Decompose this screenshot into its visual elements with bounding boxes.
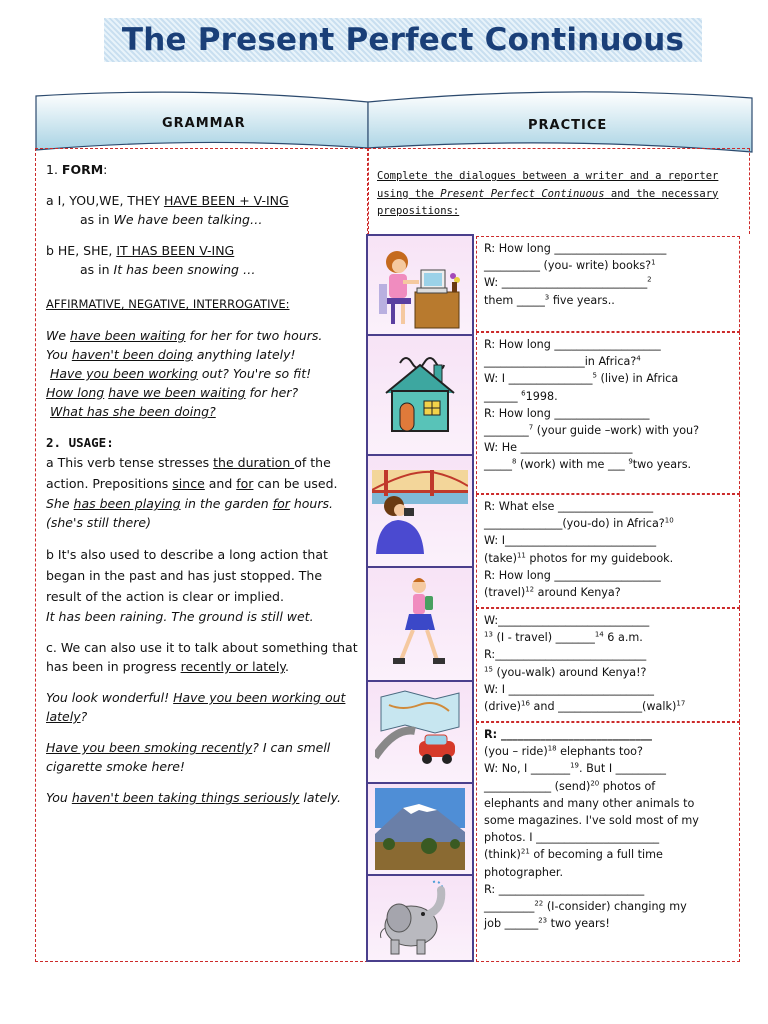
elephant-icon (377, 878, 463, 958)
usage-c-example-3: You haven't been taking things seriously lately. (46, 790, 342, 805)
form-heading: 1. FORM: (46, 162, 108, 177)
grammar-section (46, 160, 358, 807)
usage-c-example-1: You look wonderful! Have you been working out lately? (46, 690, 346, 724)
usage-a-example: She has been playing in the garden for hours. (46, 496, 333, 511)
form-example-b: as in It has been snowing … (80, 262, 256, 277)
usage-b: b It's also used to describe a long action that began in the past and has just stopped. The result of the action is clear or implied. (46, 547, 328, 604)
usage-a: a This verb tense stresses the duration of the action. Prepositions since and for can be used. (46, 455, 338, 491)
title-banner (104, 18, 702, 62)
dialogue-5: R: ___________________________ (you – ride)$^{18}$ elephants too? W: No, I _______$^{19}$. But I _________ ____________ (send)$^{20}$ photos of elephants and many other animals to some magazines. I've sold most of my photos. I ______________________ (think)$^{21}$ of becoming a full time photographer. R: __________________________ _________$^{22}$ (I-consider) changing my job ______$^{23}$ two years! (476, 722, 740, 962)
form-example-a: as in We have been talking… (80, 212, 263, 227)
bridge-picture (368, 456, 472, 568)
example-5: What has she been doing? (50, 404, 216, 419)
form-rule-a: a I, YOU,WE, THEY HAVE BEEN + V-ING (46, 193, 289, 208)
page-title: The Present Perfect Continuous (121, 22, 685, 58)
example-2: You haven't been doing anything lately! (46, 347, 296, 362)
dialogue-4: W:___________________________ $^{13}$ (I - travel) _______$^{14}$ 6 a.m. R:___________________________ $^{15}$ (you-walk) around Kenya!? W: I __________________________ (drive)$^{16}$ and _______________(walk)$^{17}$ (476, 608, 740, 722)
picture-column (366, 234, 474, 962)
dialogue-1: R: How long ____________________ __________ (you- write) books?$^1$ W: __________________________$^2$ them _____$^3$ five years.. (476, 236, 740, 332)
mountain-landscape-icon (375, 788, 465, 870)
elephant-picture (368, 876, 472, 960)
example-4: How long have we been waiting for her? (46, 385, 299, 400)
grammar-header: GRAMMAR (162, 116, 246, 131)
driving-picture (368, 682, 472, 784)
usage-heading: 2. USAGE: (46, 435, 114, 450)
form-rule-b: b HE, SHE, IT HAS BEEN V-ING (46, 243, 235, 258)
house-picture (368, 336, 472, 456)
example-1: We have been waiting for her for two hours. (46, 328, 323, 343)
kilimanjaro-picture (368, 784, 472, 876)
car-map-icon (375, 687, 465, 777)
dialogue-3: R: What else _________________ ______________(you-do) in Africa?$^{10}$ W: I___________________________ (take)$^{11}$ photos for my guidebook. R: How long ___________________ (travel)$^{12}$ around Kenya? (476, 494, 740, 608)
usage-a-note: (she's still there) (46, 515, 151, 530)
usage-b-example: It has been raining. The ground is still wet. (46, 609, 314, 624)
dialogue-2: R: How long ___________________ __________________in Africa?$^4$ W: I _______________$^5$ (live) in Africa ______ $^6$1998. R: How long _________________ ________$^7$ (your guide –work) with you? W: He ____________________ _____$^8$ (work) with me ___ $^9$two years. (476, 332, 740, 494)
writer-picture (368, 236, 472, 336)
usage-c: c. We can also use it to talk about something that has been in progress recently or lately. (46, 640, 358, 674)
walking-picture (368, 568, 472, 682)
writer-at-desk-icon (377, 240, 463, 330)
house-icon (380, 345, 460, 445)
usage-c-example-2: Have you been smoking recently? I can smell cigarette smoke here! (46, 740, 331, 774)
example-3: Have you been working out? You're so fit! (50, 366, 312, 381)
person-bridge-icon (372, 466, 468, 556)
aff-neg-int-heading: AFFIRMATIVE, NEGATIVE, INTERROGATIVE: (46, 297, 290, 311)
practice-header: PRACTICE (528, 118, 608, 133)
walking-girl-icon (385, 574, 455, 674)
practice-instructions: Complete the dialogues between a writer and a reporter using the Present Perfect Continuous and the necessary prepositions: (377, 170, 719, 217)
